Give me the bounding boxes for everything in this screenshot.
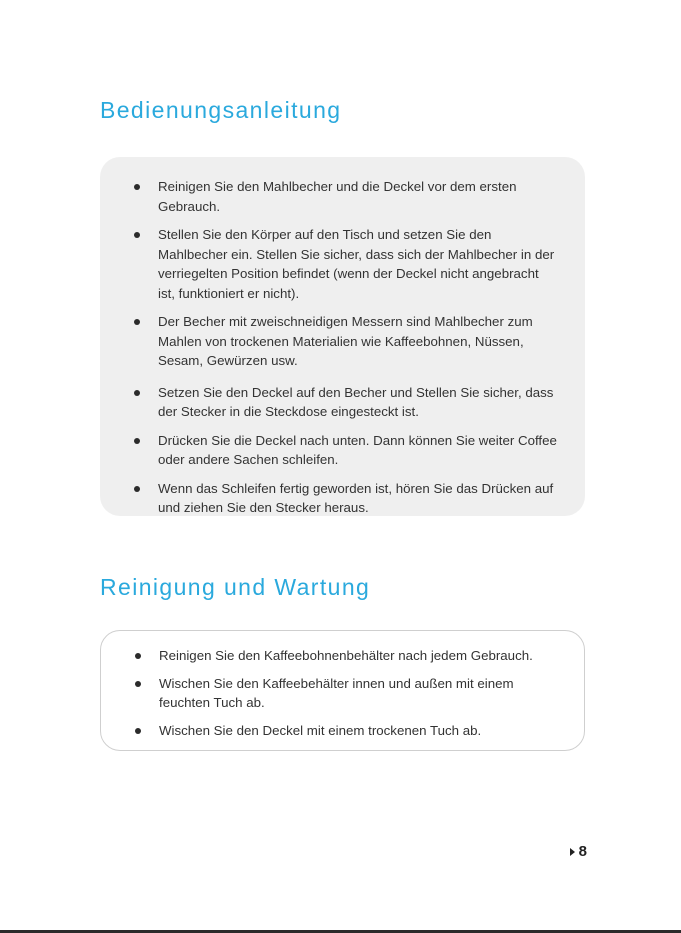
list-item-text: Setzen Sie den Deckel auf den Becher und Stellen Sie sicher, dass der Stecker in die Steckdose eingesteckt ist. <box>158 384 554 419</box>
instructions-box <box>100 157 585 516</box>
list-item-text: Reinigen Sie den Kaffeebohnenbehälter nach jedem Gebrauch. <box>159 648 533 663</box>
list-item-text: Reinigen Sie den Mahlbecher und die Deckel vor dem ersten Gebrauch. <box>158 179 517 214</box>
section-title-reinigung-und-wartung: Reinigung und Wartung <box>100 574 371 600</box>
instructions-list <box>134 177 559 518</box>
list-item <box>134 431 559 470</box>
bullet-icon <box>135 681 141 687</box>
bullet-icon <box>134 438 140 444</box>
list-item <box>135 721 558 741</box>
section-title-bedienungsanleitung: Bedienungsanleitung <box>100 97 342 123</box>
list-item <box>134 383 559 422</box>
triangle-right-icon <box>570 848 575 856</box>
list-item <box>135 674 558 713</box>
page-number <box>570 843 587 860</box>
list-item <box>134 312 559 371</box>
bullet-icon <box>135 728 141 734</box>
list-item-text: Stellen Sie den Körper auf den Tisch und setzen Sie den Mahlbecher ein. Stellen Sie sicher, dass sich der Mahlbecher in der verriegelten Position befindet (wenn der Deckel nicht angebracht ist, funktioniert er nicht). <box>158 227 555 301</box>
list-item <box>134 225 559 303</box>
cleaning-list <box>135 646 558 740</box>
list-item <box>134 177 559 216</box>
list-item-text: Wischen Sie den Deckel mit einem trockenen Tuch ab. <box>159 722 482 738</box>
list-item <box>135 646 558 666</box>
bullet-icon <box>134 390 140 396</box>
cleaning-box <box>100 630 585 751</box>
list-item <box>134 479 559 518</box>
list-item-text: Drücken Sie die Deckel nach unten. Dann können Sie weiter Coffee oder andere Sachen schleifen. <box>158 432 557 467</box>
bullet-icon <box>134 232 140 238</box>
bullet-icon <box>134 486 140 492</box>
list-item-text: Wenn das Schleifen fertig geworden ist, hören Sie das Drücken auf und ziehen Sie den Stecker heraus. <box>158 480 554 515</box>
bullet-icon <box>135 653 141 659</box>
bullet-icon <box>134 184 140 190</box>
list-item-text: Wischen Sie den Kaffeebehälter innen und außen mit einem feuchten Tuch ab. <box>159 675 514 710</box>
list-item-text: Der Becher mit zweischneidigen Messern sind Mahlbecher zum Mahlen von trockenen Materialien wie Kaffeebohnen, Nüssen, Sesam, Gewürzen usw. <box>158 314 533 368</box>
page-number-text: 8 <box>578 843 587 860</box>
bullet-icon <box>134 319 140 325</box>
